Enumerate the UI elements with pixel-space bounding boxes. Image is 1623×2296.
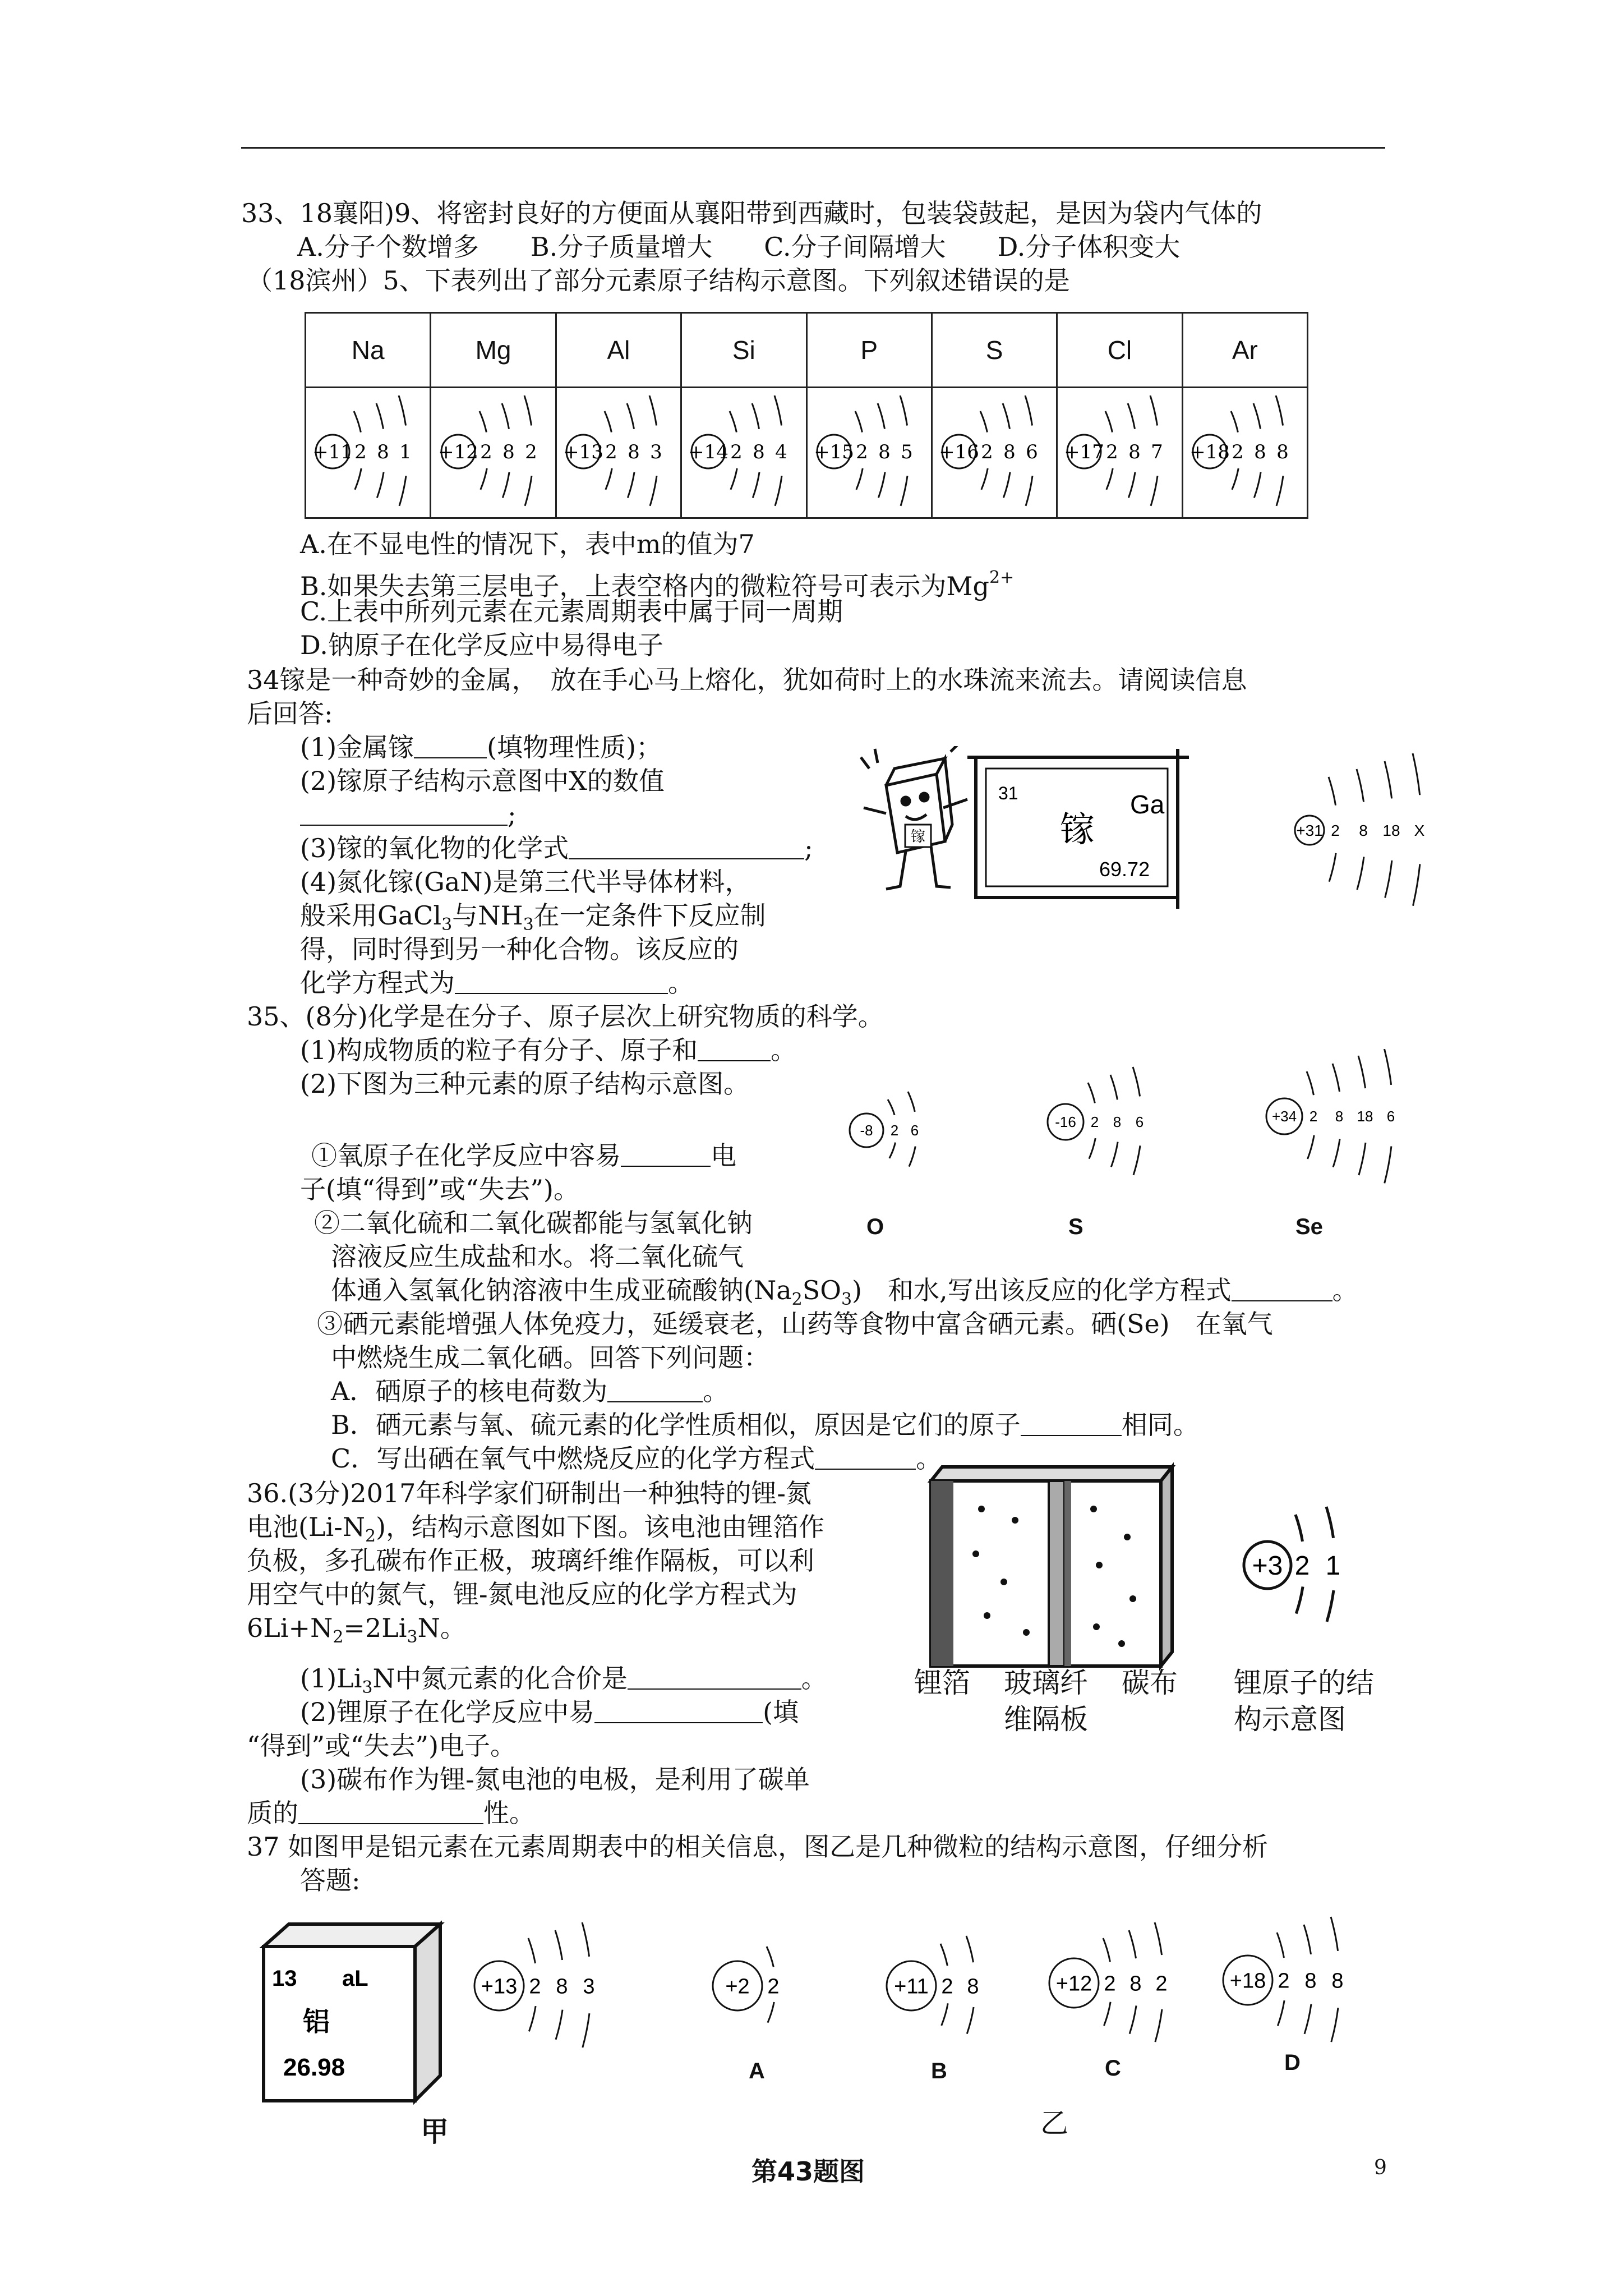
- q35-sb-end: 相同。: [1121, 1410, 1199, 1440]
- q34-p4b-sub: 3: [441, 915, 453, 935]
- q36-l5-text: 6Li+N: [247, 1613, 333, 1643]
- nucleus-charge: +12: [437, 440, 478, 463]
- particle-d-label: D: [1284, 2050, 1301, 2075]
- q36-line-1: 36.(3分)2017年科学家们研制出一种独特的锂-氮: [247, 1478, 811, 1508]
- lithium-atom-diagram: [1234, 1492, 1402, 1638]
- table-symbol-si: Si: [681, 313, 806, 388]
- nucleus-charge: +11: [312, 440, 353, 463]
- shell-electron-count: 2: [890, 1122, 899, 1139]
- q33-option-a: A.在不显电性的情况下，表中m的值为7: [300, 529, 755, 559]
- q35-sc-end: 。: [916, 1443, 942, 1474]
- q35-sb-text: B．硒元素与氧、硫元素的化学性质相似，原因是它们的原子: [331, 1410, 1021, 1440]
- particle-d-diagram: [1211, 1907, 1396, 2053]
- nucleus-charge: +17: [1064, 440, 1105, 463]
- q35-sub-2b: 溶液反应生成盐和水。将二氧化硫气: [331, 1241, 744, 1272]
- shell-electron-count: 8: [628, 440, 640, 463]
- q34-p4d-end: 。: [668, 968, 694, 998]
- q35-s2c-text2: SO: [802, 1275, 841, 1305]
- li-foil-layer: [931, 1481, 953, 1666]
- shell-electron-count: 2: [730, 440, 743, 463]
- q34-p3-text: (3)镓的氧化物的化学式: [300, 833, 569, 863]
- shell-electron-count: 2: [524, 440, 537, 463]
- q33-stem: 33、18襄阳)9、将密封良好的方便面从襄阳带到西藏时，包装袋鼓起，是因为袋内气体的: [241, 198, 1262, 228]
- q35-sub-3a: ③硒元素能增强人体免疫力，延缓衰老，山药等食物中富含硒元素。硒(Se) 在氧气: [317, 1309, 1273, 1339]
- shell-electron-count: 2: [1331, 821, 1340, 839]
- shell-electron-count: 2: [1155, 1972, 1168, 1996]
- q36-line-5: [247, 1611, 466, 1654]
- q36-line-4: 用空气中的氮气，锂-氮电池反应的化学方程式为: [247, 1579, 797, 1609]
- q34-p3-blank[interactable]: [569, 836, 804, 859]
- q36-part-3b: [247, 1796, 535, 1830]
- shell-electron-count: 7: [1151, 440, 1164, 463]
- li-n2-battery-diagram: [920, 1458, 1183, 1694]
- shell-electron-count: 3: [583, 1975, 595, 1999]
- label-li-foil: 锂箔: [914, 1667, 970, 1699]
- q35-part-1: [300, 1033, 796, 1067]
- table-symbol-ar: Ar: [1182, 313, 1307, 388]
- gallium-symbol: Ga: [1130, 790, 1165, 819]
- nucleus-charge: +15: [813, 440, 854, 463]
- q36-p1-text2: N中氮元素的化合价是: [372, 1663, 628, 1694]
- shell-electron-count: 2: [1309, 1108, 1318, 1125]
- page-number: 9: [1374, 2156, 1387, 2179]
- q36-p2-blank[interactable]: [594, 1700, 763, 1723]
- q33-options: A.分子个数增多 B.分子质量增大 C.分子间隔增大 D.分子体积变大: [297, 232, 1181, 262]
- shell-electron-count: 2: [855, 440, 868, 463]
- gallium-mascot-icon: [861, 746, 967, 889]
- q35-sub-1a: [311, 1139, 736, 1172]
- q35-p1-text: (1)构成物质的粒子有分子、原子和: [300, 1035, 698, 1065]
- q36-p1-text: (1)Li: [300, 1663, 362, 1694]
- q36-l5-text2: =2Li: [343, 1613, 407, 1643]
- selenium-label: Se: [1295, 1214, 1323, 1239]
- gallium-name: 镓: [1060, 809, 1095, 850]
- nucleus-charge: +13: [563, 440, 603, 463]
- aluminum-name: 铝: [303, 2006, 330, 2037]
- nucleus-charge: +31: [1296, 821, 1323, 839]
- oxygen-atom-diagram: [836, 1077, 976, 1184]
- label-carbon-cloth: 碳布: [1122, 1667, 1178, 1699]
- aluminum-mass: 26.98: [283, 2054, 345, 2081]
- nucleus-charge: +3: [1252, 1550, 1283, 1581]
- q35-sb-blank[interactable]: [1021, 1412, 1122, 1436]
- gallium-mass: 69.72: [1099, 858, 1150, 881]
- q34-p2-blank[interactable]: [300, 802, 508, 826]
- table-symbol-p: P: [806, 313, 932, 388]
- label-li-atom-2: 构示意图: [1234, 1703, 1346, 1736]
- table-symbol-cl: Cl: [1057, 313, 1182, 388]
- shell-electron-count: 2: [1231, 440, 1244, 463]
- shell-electron-count: 5: [900, 440, 913, 463]
- q34-part-4d: [300, 966, 694, 1000]
- shell-electron-count: 2: [605, 440, 617, 463]
- q34-part-1: [300, 730, 662, 764]
- q36-p1-blank[interactable]: [628, 1666, 801, 1690]
- q35-p1-end: 。: [771, 1035, 797, 1065]
- shell-electron-count: 2: [767, 1975, 780, 1999]
- q35-s2c-text3: ) 和水,写出该反应的化学方程式: [852, 1275, 1232, 1305]
- label-li-atom-1: 锂原子的结: [1234, 1667, 1374, 1699]
- shell-electron-count: 8: [1335, 1108, 1344, 1125]
- q36-p1-end: 。: [801, 1663, 827, 1694]
- header-rule: [241, 147, 1385, 149]
- gallium-atom-diagram: [1284, 746, 1469, 914]
- q33-option-c: C.上表中所列元素在元素周期表中属于同一周期: [300, 596, 843, 627]
- shell-electron-count: 2: [354, 440, 367, 463]
- q35-s1a-text: ①氧原子在化学反应中容易: [311, 1140, 621, 1171]
- q35-s2c-sub1: 2: [791, 1290, 803, 1309]
- q36-l2-sub: 2: [365, 1526, 376, 1546]
- gallium-figure: [852, 746, 1195, 914]
- shell-electron-count: X: [1414, 821, 1425, 839]
- q36-p2-text2: (填: [763, 1697, 799, 1727]
- q35-sub-2a: ②二氧化硫和二氧化碳都能与氢氧化钠: [314, 1208, 753, 1238]
- aluminum-atomic-number: 13: [272, 1966, 297, 1991]
- table-atom-cl: [1057, 388, 1182, 518]
- q33-option-b-sup: 2+: [989, 568, 1015, 587]
- mascot-label: 镓: [910, 829, 926, 845]
- q33-stem2: （18滨州）5、下表列出了部分元素原子结构示意图。下列叙述错误的是: [247, 265, 1070, 296]
- particle-a-label: A: [749, 2059, 765, 2083]
- particle-c-label: C: [1105, 2056, 1121, 2081]
- q35-sc-text: C．写出硒在氧气中燃烧反应的化学方程式: [331, 1443, 815, 1474]
- oxygen-label: O: [866, 1214, 884, 1239]
- q34-part-4a: (4)氮化镓(GaN)是第三代半导体材料，: [300, 867, 751, 897]
- nucleus-charge: +18: [1189, 440, 1230, 463]
- element-structure-table: [305, 312, 1308, 519]
- table-atom-s: [932, 388, 1057, 518]
- aluminum-atom-diagram: [465, 1913, 651, 2059]
- q35-sa-end: 。: [703, 1376, 729, 1406]
- q36-l5-text3: N。: [417, 1613, 466, 1643]
- q36-part-2: [300, 1695, 799, 1729]
- sulfur-label: S: [1068, 1214, 1083, 1239]
- q35-sub-c: [331, 1442, 942, 1475]
- label-glass-fiber-2: 维隔板: [1004, 1703, 1088, 1736]
- q35-part-2: (2)下图为三种元素的原子结构示意图。: [300, 1069, 750, 1099]
- carbon-cloth-layer: [1064, 1481, 1071, 1666]
- nucleus-charge: +18: [1229, 1969, 1266, 1993]
- q34-p4d-blank[interactable]: [455, 970, 668, 994]
- particle-b-diagram: [875, 1918, 1021, 2053]
- q34-part-4c: 得，同时得到另一种化合物。该反应的: [300, 934, 739, 964]
- table-atom-ar: [1182, 388, 1307, 518]
- nucleus-charge: -8: [860, 1122, 873, 1139]
- shell-electron-count: 1: [1325, 1550, 1341, 1581]
- shell-electron-count: 8: [1253, 440, 1266, 463]
- particle-a-diagram: [701, 1918, 830, 2053]
- shell-electron-count: 2: [1104, 1972, 1116, 1996]
- nucleus-charge: +12: [1055, 1972, 1092, 1996]
- q34-p4b-text3: 在一定条件下反应制: [533, 900, 766, 931]
- q34-p3-end: ;: [804, 833, 813, 863]
- table-atom-p: [806, 388, 932, 518]
- q35-sub-3b: 中燃烧生成二氧化硒。回答下列问题：: [331, 1342, 769, 1373]
- shell-electron-count: 2: [529, 1975, 541, 1999]
- q34-part-2: (2)镓原子结构示意图中X的数值: [300, 766, 665, 796]
- shell-electron-count: 2: [1294, 1550, 1310, 1581]
- table-atom-al: [556, 388, 681, 518]
- q33-option-b-text: B.如果失去第三层电子，上表空格内的微粒符号可表示为Mg: [300, 571, 989, 601]
- q34-part-2-answer: [300, 798, 517, 831]
- shell-electron-count: 8: [878, 440, 891, 463]
- figure-caption: 第43题图: [751, 2156, 865, 2187]
- q36-p1-sub: 3: [362, 1678, 373, 1697]
- sulfur-atom-diagram: [1032, 1060, 1211, 1184]
- q34-p2-end: ;: [508, 799, 517, 830]
- shell-electron-count: 8: [1331, 1969, 1344, 1993]
- nucleus-charge: +2: [725, 1975, 750, 1999]
- shell-electron-count: 2: [981, 440, 993, 463]
- table-symbol-al: Al: [556, 313, 681, 388]
- shell-electron-count: 8: [1276, 440, 1289, 463]
- q35-s2c-sub2: 3: [841, 1290, 852, 1309]
- q34-p1-blank[interactable]: [414, 735, 487, 758]
- q36-p2-text: (2)锂原子在化学反应中易: [300, 1697, 595, 1727]
- q35-stem: 35、(8分)化学是在分子、原子层次上研究物质的科学。: [247, 1001, 884, 1032]
- q36-l2-text: 电池(Li-N: [247, 1512, 365, 1542]
- q34-part-3: [300, 831, 813, 865]
- nucleus-charge: -16: [1055, 1114, 1076, 1131]
- q35-sa-text: A．硒原子的核电荷数为: [331, 1376, 608, 1406]
- q34-p4b-text2: 与NH: [452, 900, 523, 931]
- shell-electron-count: 8: [556, 1975, 568, 1999]
- gallium-atomic-number: 31: [998, 783, 1018, 803]
- glass-fiber-separator: [1049, 1481, 1064, 1666]
- q36-p3-blank[interactable]: [298, 1801, 483, 1824]
- q34-p4b-sub2: 3: [523, 915, 534, 935]
- q35-p1-blank[interactable]: [698, 1038, 771, 1061]
- q35-sub-1c: 子(填“得到”或“失去”)。: [300, 1174, 579, 1204]
- shell-electron-count: 8: [1304, 1969, 1317, 1993]
- q36-p3-end: 性。: [483, 1798, 535, 1828]
- nucleus-charge: +34: [1271, 1108, 1297, 1125]
- q34-p1-text: (1)金属镓: [300, 732, 414, 762]
- table-atom-na: [306, 388, 431, 518]
- table-atom-mg: [431, 388, 556, 518]
- shell-electron-count: 8: [1003, 440, 1016, 463]
- shell-electron-count: 8: [1113, 1114, 1122, 1131]
- label-glass-fiber-1: 玻璃纤: [1004, 1667, 1088, 1699]
- q36-l5-sub: 2: [333, 1627, 344, 1647]
- q34-stem-2: 后回答:: [247, 698, 333, 729]
- aluminum-symbol: aL: [342, 1966, 368, 1991]
- shell-electron-count: 2: [1106, 440, 1119, 463]
- aluminum-periodic-cell: [247, 1913, 460, 2115]
- shell-electron-count: 6: [1135, 1114, 1144, 1131]
- q36-part-2c: “得到”或“失去”)电子。: [247, 1731, 517, 1761]
- q35-s2c-end: 。: [1332, 1275, 1358, 1305]
- shell-electron-count: 8: [502, 440, 515, 463]
- nucleus-charge: +14: [688, 440, 729, 463]
- particle-c-diagram: [1038, 1913, 1217, 2053]
- shell-electron-count: 2: [1090, 1114, 1099, 1131]
- q33-option-d: D.钠原子在化学反应中易得电子: [300, 630, 663, 660]
- q35-s1-blank[interactable]: [621, 1143, 711, 1167]
- q34-p1-text-end: (填物理性质)；: [487, 732, 662, 762]
- shell-electron-count: 1: [399, 440, 412, 463]
- figure-label-jia: 甲: [421, 2115, 449, 2148]
- q35-s2c-text: 体通入氢氧化钠溶液中生成亚硫酸钠(Na: [331, 1275, 792, 1305]
- q36-l5-sub2: 3: [407, 1627, 418, 1647]
- q35-sa-blank[interactable]: [607, 1379, 703, 1402]
- q35-sc-blank[interactable]: [815, 1446, 916, 1470]
- particle-b-label: B: [931, 2059, 947, 2083]
- shell-electron-count: 8: [1128, 440, 1141, 463]
- q36-part-3a: (3)碳布作为锂-氮电池的电极，是利用了碳单: [300, 1764, 810, 1795]
- shell-electron-count: 8: [1129, 1972, 1142, 1996]
- shell-electron-count: 6: [910, 1122, 919, 1139]
- q37-line-1: 37 如图甲是铝元素在元素周期表中的相关信息，图乙是几种微粒的结构示意图，仔细分析: [247, 1832, 1269, 1862]
- nucleus-charge: +11: [894, 1975, 929, 1999]
- shell-electron-count: 2: [1278, 1969, 1290, 1993]
- table-symbol-na: Na: [306, 313, 431, 388]
- q35-s1b-text: 电: [711, 1140, 736, 1171]
- shell-electron-count: 3: [650, 440, 662, 463]
- table-symbol-mg: Mg: [431, 313, 556, 388]
- q34-stem-1: 34镓是一种奇妙的金属， 放在手心马上熔化，犹如荷时上的水珠流来流去。请阅读信息: [247, 665, 1247, 695]
- figure-label-yi: 乙: [1040, 2107, 1068, 2139]
- q37-line-2: 答题:: [300, 1865, 361, 1895]
- table-atom-si: [681, 388, 806, 518]
- shell-electron-count: 8: [753, 440, 766, 463]
- q36-p3-text: 质的: [247, 1798, 298, 1828]
- nucleus-charge: +13: [481, 1975, 518, 1999]
- shell-electron-count: 4: [775, 440, 788, 463]
- q34-p4d-text: 化学方程式为: [300, 968, 455, 998]
- selenium-atom-diagram: [1251, 1049, 1486, 1184]
- table-symbol-s: S: [932, 313, 1057, 388]
- nucleus-charge: +16: [939, 440, 979, 463]
- q35-sub-a: [331, 1374, 728, 1408]
- q36-line-3: 负极，多孔碳布作正极，玻璃纤维作隔板，可以利: [247, 1545, 814, 1576]
- shell-electron-count: 8: [377, 440, 390, 463]
- q36-l2-text2: )，结构示意图如下图。该电池由锂箔作: [376, 1512, 825, 1542]
- q35-s2-blank[interactable]: [1232, 1278, 1332, 1301]
- q35-sub-b: [331, 1408, 1199, 1442]
- shell-electron-count: 2: [479, 440, 492, 463]
- shell-electron-count: 8: [967, 1975, 979, 1999]
- shell-electron-count: 18: [1382, 821, 1400, 839]
- shell-electron-count: 8: [1359, 821, 1368, 839]
- shell-electron-count: 6: [1026, 440, 1038, 463]
- q34-p4b-text: 般采用GaCl: [300, 900, 442, 931]
- shell-electron-count: 18: [1357, 1108, 1373, 1125]
- shell-electron-count: 6: [1386, 1108, 1395, 1125]
- shell-electron-count: 2: [941, 1975, 953, 1999]
